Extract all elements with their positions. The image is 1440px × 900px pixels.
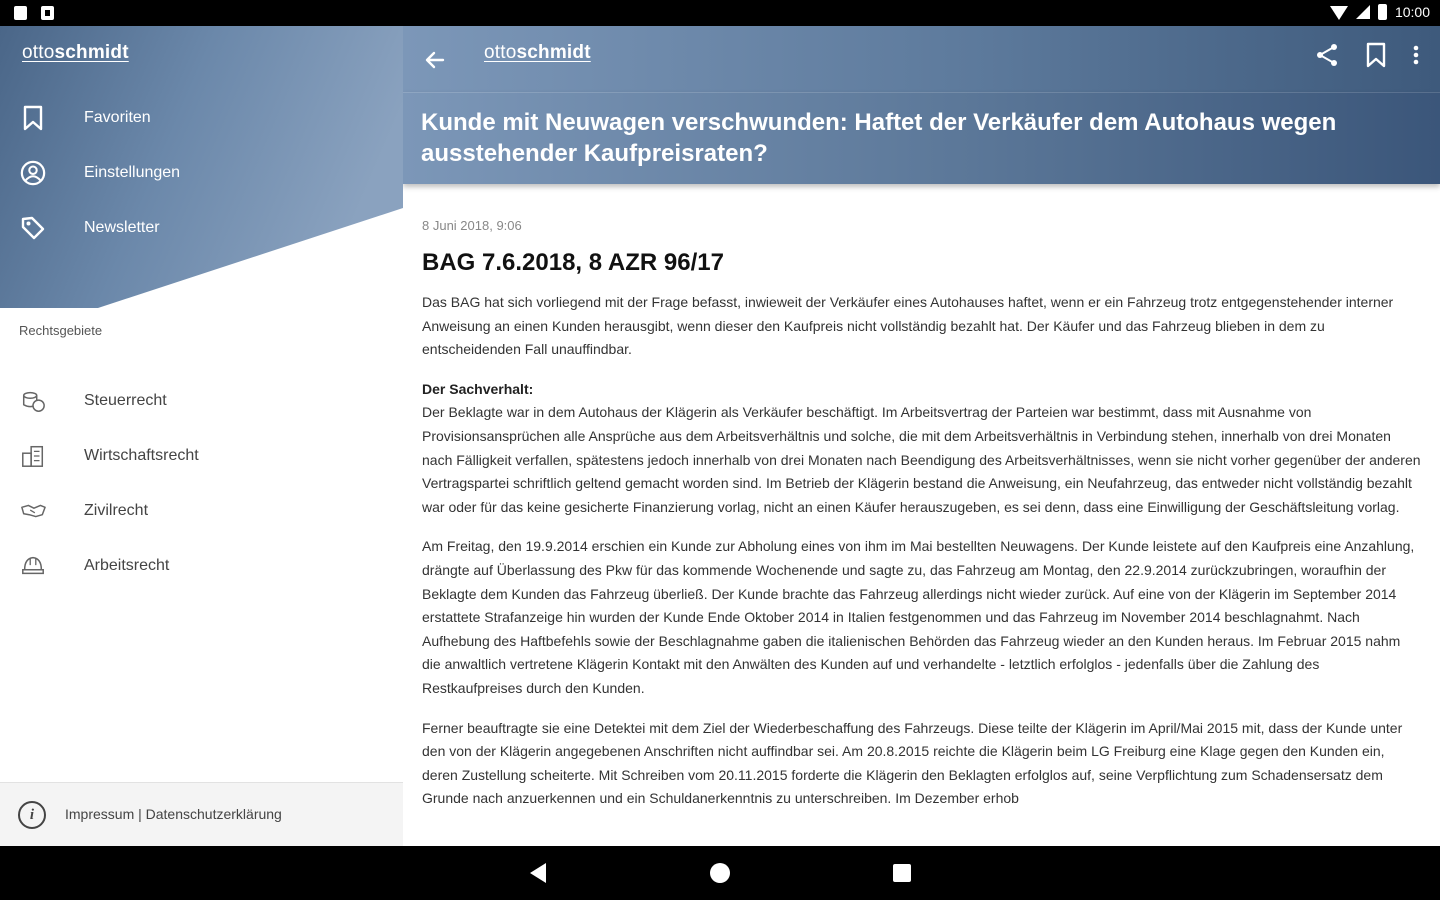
notification-icon [41, 6, 54, 20]
drawer-item-steuerrecht[interactable]: Steuerrecht [0, 377, 403, 425]
handshake-icon [20, 498, 46, 524]
section-label-rechtsgebiete: Rechtsgebiete [19, 323, 103, 338]
drawer-footer[interactable] [0, 782, 403, 846]
app-bar [403, 26, 1440, 92]
article-date: 8 Juni 2018, 9:06 [422, 218, 522, 233]
article-body [422, 218, 1422, 827]
article-paragraph [422, 378, 1422, 520]
navigation-drawer [0, 26, 403, 846]
signal-icon [1356, 5, 1370, 19]
system-navigation-bar [0, 846, 1440, 900]
article-paragraph: Das BAG hat sich vorliegend mit der Frage befasst, inwieweit der Verkäufer eines Autohauses haftet, wenn er ein Fahrzeug trotz entgegenstehender interner Anweisung an einen Kunden herausgibt, wenn dieser den Kaufpreis nicht vollständig bezahlt hat. Der Käufer und das Fahrzeug blieben in dem zu entscheidenden Fall unauffindbar. [422, 294, 1394, 358]
status-time: 10:00 [1394, 4, 1430, 20]
work-icon [20, 553, 46, 579]
business-icon [20, 443, 46, 469]
paragraph-text: Der Beklagte war in dem Autohaus der Klägerin als Verkäufer beschäftigt. Im Arbeitsvertrag der Parteien war bestimmt, dass mit Ausnahme von Provisionsansprüchen alle Ansprüche aus dem Arbeitsverhältnis und solche, die mit dem Arbeitsverhältnis in Verbindung stehen, innerhalb von drei Monaten nach Fälligkeit verfallen, spätestens jedoch innerhalb von drei Monaten nach Beendigung des Arbeitsverhältnisses, wenn sie nicht vorher gegenüber der anderen Vertragspartei schriftlich geltend gemacht worden sind. Im Betrieb der Klägerin bestand die Anweisung, ein Neufahrzeug, das entweder nicht vollständig bezahlt war oder für das keine gesicherte Finanzierung vorlag, nicht an einen Käufer herauszugeben, es sei denn, dass eine Einwilligung der Geschäftsleitung vorlag. [422, 404, 1421, 515]
settings-user-icon [20, 160, 46, 186]
wifi-icon [1330, 6, 1348, 20]
drawer-item-zivilrecht[interactable]: Zivilrecht [0, 487, 403, 535]
tag-icon [20, 215, 46, 241]
drawer-item-einstellungen[interactable]: Einstellungen [0, 149, 403, 197]
app-logo: ottoschmidt [484, 42, 591, 63]
impressum-link[interactable]: Impressum | Datenschutzerklärung [65, 806, 282, 822]
share-icon[interactable] [1314, 42, 1340, 73]
drawer-item-wirtschaftsrecht[interactable]: Wirtschaftsrecht [0, 432, 403, 480]
article-paragraph: Ferner beauftragte sie eine Detektei mit dem Ziel der Wiederbeschaffung des Fahrzeugs. Diese teilte der Klägerin im April/Mai 2015 mit, dass der Kunde unter den von der Klägerin angegebenen Anschriften nicht auffindbar sei. Am 20.8.2015 reichte die Klägerin beim LG Freiburg eine Klage gegen den Kunden ein, deren Zustellung scheiterte. Mit Schreiben vom 20.11.2015 forderte die Klägerin den Beklagten erfolglos auf, seine Verpflichtung zum Schadensersatz dem Grunde nach anzuerkennen und ein Schuldanerkenntnis zu unterschreiben. Im Dezember erhob [422, 719, 1403, 807]
notification-icon [14, 6, 27, 20]
back-arrow-icon[interactable] [423, 48, 447, 72]
nav-recents-button[interactable] [893, 864, 911, 882]
article-title: Kunde mit Neuwagen verschwunden: Haftet der Verkäufer dem Autohaus wegen ausstehender Kaufpreisraten? [421, 109, 1337, 167]
drawer-item-arbeitsrecht[interactable]: Arbeitsrecht [0, 542, 403, 590]
status-bar [0, 0, 1440, 26]
drawer-item-newsletter[interactable]: Newsletter [0, 204, 403, 252]
section-heading: Der Sachverhalt: [422, 380, 534, 397]
article-title-band [403, 92, 1440, 184]
nav-home-button[interactable] [710, 863, 730, 883]
article-view [403, 26, 1440, 846]
drawer-logo[interactable]: ottoschmidt [22, 42, 129, 63]
bookmark-icon [20, 105, 46, 131]
nav-back-button[interactable] [530, 863, 546, 883]
article-paragraph: Am Freitag, den 19.9.2014 erschien ein Kunde zur Abholung eines von ihm im Mai bestellten Neuwagens. Der Kunde leistete auf den Kaufpreis eine Anzahlung, drängte auf Überlassung des Pkw für das kommende Wochenende und sagte zu, das Fahrzeug am Montag, den 22.9.2014 zurückzubringen, woraufhin der Beklagte dem Kunden das Fahrzeug überließ. Der Kunde brachte das Fahrzeug allerdings nicht wieder zurück. Auf eine von der Klägerin im September 2014 erstattete Strafanzeige hin wurden der Kunde Ende Oktober 2014 in Italien festgenommen und das Fahrzeug im November 2014 beschlagnahmt. Nach Aufhebung des Haftbefehls sowie der Beschlagnahme gaben die italienischen Behörden das Fahrzeug wieder an den Kunden heraus. Im Februar 2015 nahm die anwaltlich vertretene Klägerin Kontakt mit den Anwälten des Kunden auf und verhandelte - letztlich erfolglos - jedenfalls über die Zahlung des Restkaufpreises durch den Kunden. [422, 538, 1415, 696]
case-reference: BAG 7.6.2018, 8 AZR 96/17 [422, 249, 724, 276]
tax-icon [20, 388, 46, 414]
battery-icon [1378, 4, 1387, 20]
bookmark-icon[interactable] [1364, 42, 1388, 73]
drawer-item-favoriten[interactable]: Favoriten [0, 94, 403, 142]
info-icon: i [18, 801, 46, 829]
more-options-icon[interactable] [1412, 43, 1420, 72]
